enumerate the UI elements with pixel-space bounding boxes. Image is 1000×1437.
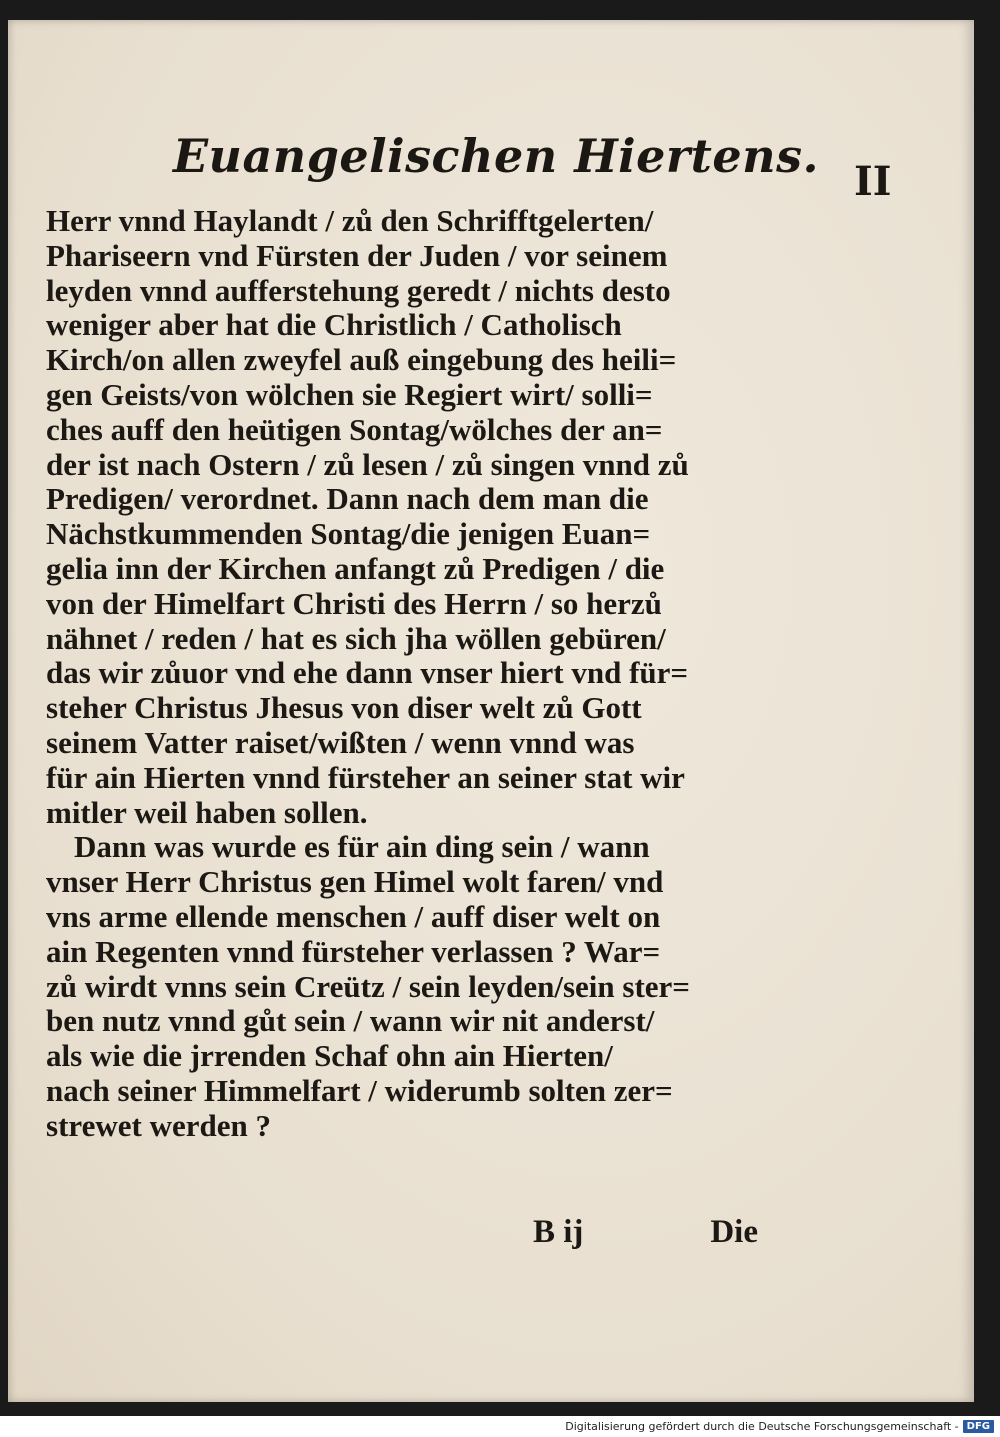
text-line: von der Himelfart Christi des Herrn / so herzů (46, 586, 662, 621)
text-line: Herr vnnd Haylandt / zů den Schrifftgelerten/ (46, 204, 654, 238)
text-line: für ain Hierten vnnd fürsteher an seiner stat wir (46, 760, 685, 795)
footer-text: Digitalisierung gefördert durch die Deutsche Forschungsgemeinschaft - (565, 1420, 959, 1433)
text-line: weniger aber hat die Christlich / Catholisch (46, 308, 622, 343)
running-head: Euangelischen Hiertens. (173, 129, 820, 183)
text-line: steher Christus Jhesus von diser welt zů Gott (46, 691, 642, 726)
text-line: mitler weil haben sollen. (46, 795, 368, 830)
text-line: Predigen/ verordnet. Dann nach dem man die (46, 482, 649, 517)
text-line: nähnet / reden / hat es sich jha wöllen gebüren/ (46, 621, 666, 656)
text-line: gen Geists/von wölchen sie Regiert wirt/ solli= (46, 377, 653, 412)
signature-mark: B ij (533, 1214, 584, 1250)
book-page (8, 20, 974, 1402)
folio-number: II (854, 158, 892, 205)
text-line: das wir zůuor vnd ehe dann vnser hiert vnd für= (46, 656, 689, 691)
text-line: gelia inn der Kirchen anfangt zů Predigen / die (46, 551, 665, 586)
text-line: als wie die jrrenden Schaf ohn ain Hierten/ (46, 1039, 613, 1074)
text-line: nach seiner Himmelfart / widerumb solten zer= (46, 1073, 673, 1108)
text-line: leyden vnnd aufferstehung geredt / nichts desto (46, 273, 671, 308)
text-line: ches auff den heütigen Sontag/wölches der an= (46, 412, 663, 447)
text-line: strewet werden ? (46, 1108, 271, 1143)
footer-bar (0, 1416, 1000, 1437)
text-line: Dann was wurde es für ain ding sein / wann (74, 830, 650, 865)
text-line: Kirch/on allen zweyfel auß eingebung des heili= (46, 343, 677, 378)
text-line: vnser Herr Christus gen Himel wolt faren/ vnd (46, 865, 664, 900)
text-line: der ist nach Ostern / zů lesen / zů singen vnnd zů (46, 447, 689, 482)
text-line: vns arme ellende menschen / auff diser welt on (46, 899, 661, 934)
text-line: Phariseern vnd Fürsten der Juden / vor seinem (46, 238, 668, 273)
catchword: Die (710, 1214, 758, 1250)
dfg-logo-icon: DFG (963, 1420, 994, 1433)
text-line: zů wirdt vnns sein Creütz / sein leyden/sein ster= (46, 969, 690, 1004)
text-line: Nächstkummenden Sontag/die jenigen Euan= (46, 517, 651, 552)
text-line: seinem Vatter raiset/wißten / wenn vnnd was (46, 725, 635, 760)
text-block (46, 204, 756, 1144)
catchline (533, 1214, 758, 1251)
text-line: ain Regenten vnnd fürsteher verlassen ? War= (46, 934, 661, 969)
text-line: ben nutz vnnd gůt sein / wann wir nit anderst/ (46, 1004, 655, 1039)
